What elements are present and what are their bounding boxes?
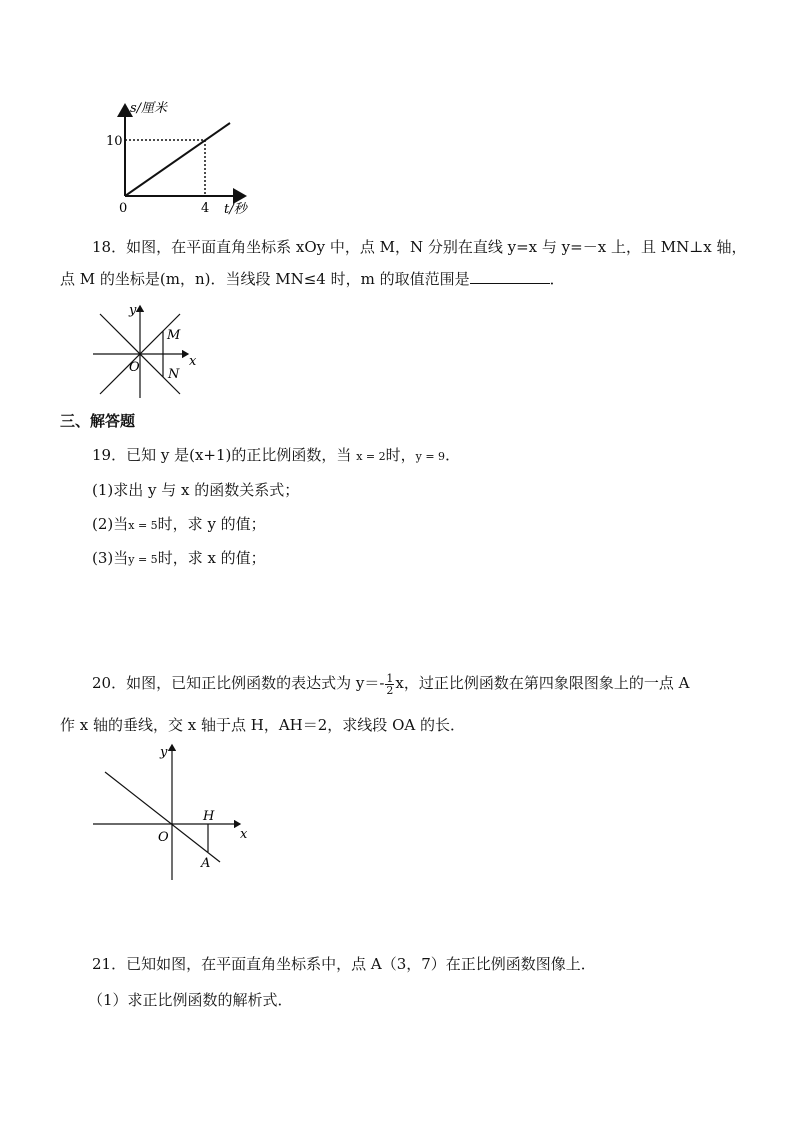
q19-stem-a: 19．已知 y 是 bbox=[92, 446, 190, 464]
x-label: x bbox=[240, 827, 248, 842]
origin-label: O bbox=[158, 830, 169, 845]
fraction-numerator: 1 bbox=[386, 671, 394, 685]
section-heading: 三、解答题 bbox=[60, 412, 136, 430]
q20-line1 bbox=[92, 672, 689, 696]
q19-part2-a: (2)当 bbox=[92, 515, 129, 533]
q19-stem-f: y = 9 bbox=[415, 450, 446, 463]
x-tick-label: 4 bbox=[201, 201, 210, 216]
point-n-label: N bbox=[168, 367, 180, 382]
q21-line1: 21．已知如图，在平面直角坐标系中，点 A（3，7）在正比例函数图像上． bbox=[92, 955, 596, 973]
y-label: y bbox=[129, 303, 137, 318]
point-a-label: A bbox=[201, 856, 211, 871]
q19-part2 bbox=[92, 513, 266, 537]
q20-coordinate-figure bbox=[90, 740, 260, 885]
q19-part3-b: y = 5 bbox=[128, 553, 158, 566]
q18-line2 bbox=[60, 268, 565, 290]
q20-line1-a: 20．如图，已知正比例函数的表达式为 y＝- bbox=[92, 674, 385, 692]
q19-stem bbox=[92, 444, 460, 468]
q19-stem-d: x = 2 bbox=[356, 450, 386, 463]
q19-part3 bbox=[92, 547, 266, 571]
point-m-label: M bbox=[167, 328, 181, 343]
point-h-label: H bbox=[203, 809, 215, 824]
q19-part3-c: 时，求 x 的值； bbox=[157, 549, 266, 567]
q21-part1: （1）求正比例函数的解析式． bbox=[88, 991, 293, 1009]
answer-blank[interactable] bbox=[470, 269, 550, 284]
distance-time-graph bbox=[100, 95, 270, 225]
q20-line2: 作 x 轴的垂线，交 x 轴于点 H，AH＝2，求线段 OA 的长． bbox=[60, 716, 465, 734]
q20-line1-b: x，过正比例函数在第四象限图象上的一点 A bbox=[395, 674, 690, 692]
graph-line bbox=[125, 123, 230, 196]
x-label: x bbox=[189, 354, 197, 369]
q19-part3-a: (3)当 bbox=[92, 549, 129, 567]
x-axis-label: t/秒 bbox=[224, 202, 247, 217]
q19-stem-c: 的正比例函数，当 bbox=[231, 446, 352, 464]
q19-stem-b: (x+1) bbox=[189, 446, 232, 464]
fraction-denominator: 2 bbox=[386, 683, 394, 697]
q18-line1: 18．如图，在平面直角坐标系 xOy 中，点 M，N 分别在直线 y=x 与 y=－x 上，且 MN⊥x 轴， bbox=[92, 238, 747, 256]
q18-line2-end: ． bbox=[549, 270, 565, 288]
fraction-half bbox=[385, 673, 394, 696]
y-axis-label: s/厘米 bbox=[130, 101, 168, 116]
q19-stem-g: ． bbox=[445, 446, 461, 464]
q19-stem-e: 时， bbox=[385, 446, 416, 464]
y-tick-label: 10 bbox=[106, 134, 123, 149]
origin-label: 0 bbox=[119, 201, 128, 216]
q19-part2-b: x = 5 bbox=[128, 519, 158, 532]
q19-part1: (1)求出 y 与 x 的函数关系式； bbox=[92, 481, 300, 499]
q18-line2-text: 点 M 的坐标是(m，n)．当线段 MN≤4 时，m 的取值范围是 bbox=[60, 270, 470, 288]
q18-coordinate-figure bbox=[85, 298, 210, 403]
origin-label: O bbox=[129, 360, 140, 375]
q19-part2-c: 时，求 y 的值； bbox=[157, 515, 266, 533]
y-label: y bbox=[160, 745, 168, 760]
